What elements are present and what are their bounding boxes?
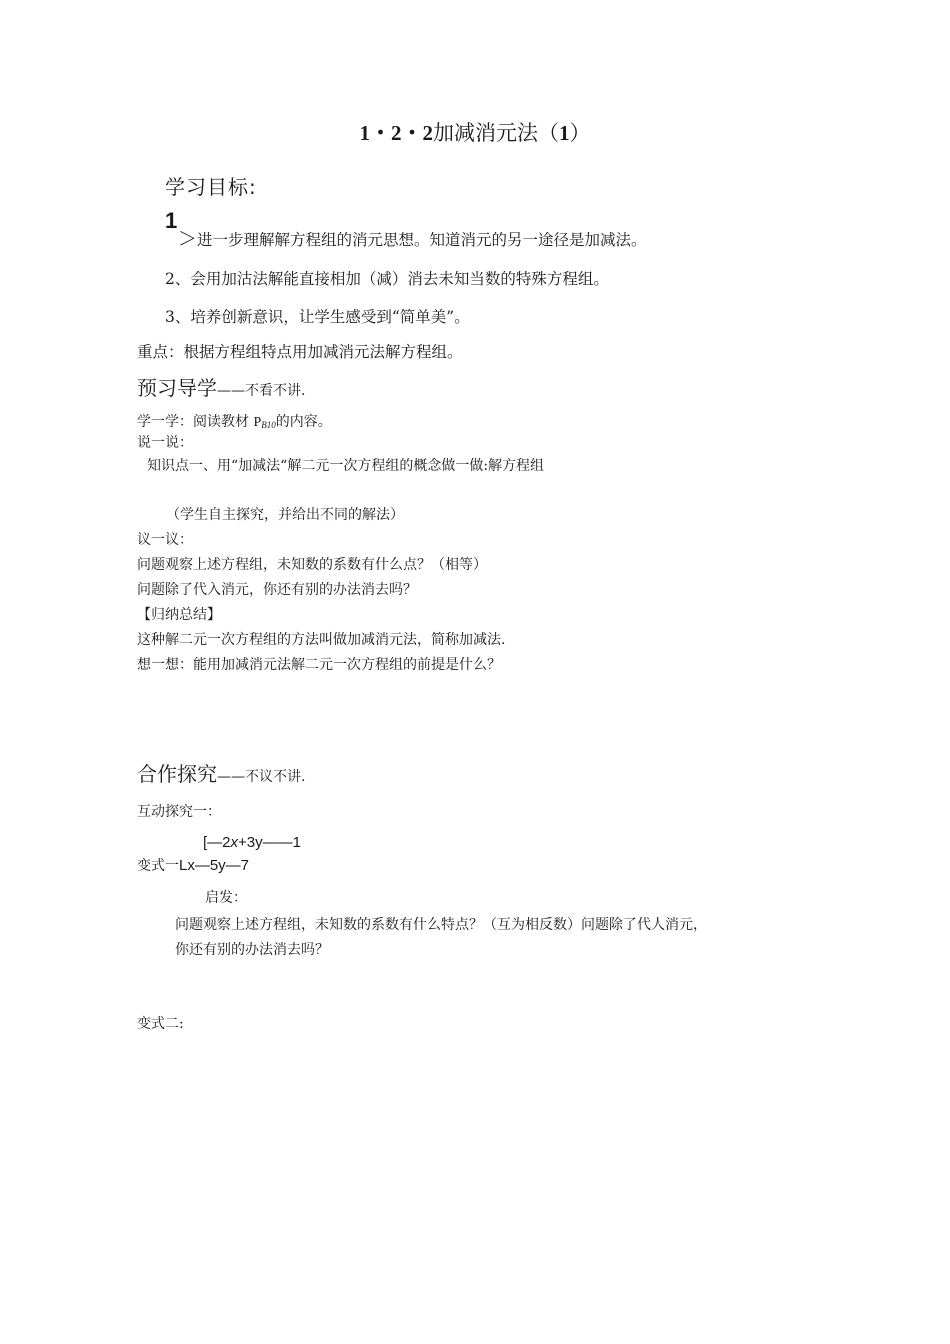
study-prefix: 学一学：阅读教材 <box>137 414 249 430</box>
study-suffix: 的内容。 <box>275 414 332 430</box>
preview-heading-text: 预习导学 <box>137 376 217 400</box>
equation-line-1-a: [—2 <box>203 834 231 851</box>
equation-line-1 <box>203 833 301 853</box>
summary-label: 【归纳总结】 <box>137 607 221 623</box>
study-line <box>137 412 332 435</box>
title-close: ） <box>569 121 591 145</box>
objective-1 <box>178 229 647 250</box>
objective-2: 2、会用加沽法解能直接相加（减）消去未知当数的特殊方程组。 <box>165 270 609 288</box>
equation-line-2: Lx—5y—7 <box>179 857 250 874</box>
preview-subheading: ——不看不讲. <box>217 383 306 399</box>
objective-1-separator: ＞ <box>178 228 198 250</box>
interact-label: 互动探究一： <box>137 804 221 820</box>
title-text: 加减消元法（ <box>433 121 559 145</box>
variant-1-label: 变式一 <box>137 858 179 874</box>
hint-label: 启发： <box>205 890 247 906</box>
variant-2-label: 变式二: <box>137 1016 184 1032</box>
explore-note: （学生自主探究，并给出不同的解法） <box>166 507 404 523</box>
coop-heading-text: 合作探究 <box>137 762 217 786</box>
title-number: 1・2・2 <box>359 121 433 145</box>
title-paren-number: 1 <box>559 121 570 145</box>
think-question: 想一想：能用加减消元法解二元一次方程组的前提是什么？ <box>137 657 501 673</box>
summary-text: 这种解二元一次方程组的方法叫做加减消元法，简称加减法. <box>137 632 506 648</box>
question-1: 问题观察上述方程组，未知数的系数有什么点？（相等） <box>137 557 487 573</box>
question-2: 问题除了代入消元，你还有别的办法消去吗？ <box>137 582 417 598</box>
objectives-heading: 学习目标: <box>165 175 257 199</box>
study-page-letter: P <box>253 415 262 430</box>
objective-1-text: 进一步理解解方程组的消元思想。知道消元的另一途径是加减法。 <box>197 231 647 249</box>
objective-3: 3、培养创新意识，让学生感受到“简单美”。 <box>165 308 470 326</box>
coop-subheading: ——不议不讲. <box>217 769 306 785</box>
hint-line-2: 你还有别的办法消去吗？ <box>175 942 329 958</box>
objective-1-number: 1 <box>165 208 178 233</box>
variant-1 <box>137 855 249 876</box>
discuss-label: 议一议： <box>137 532 193 548</box>
say-label: 说一说： <box>137 435 193 451</box>
equation-line-1-b: +3y——1 <box>238 834 301 851</box>
study-page <box>253 415 275 430</box>
preview-heading <box>137 374 305 405</box>
page-title <box>0 118 950 148</box>
coop-heading <box>137 760 305 791</box>
study-page-sub: B10 <box>261 420 276 430</box>
key-point: 重点：根据方程组特点用加减消元法解方程组。 <box>137 343 463 361</box>
knowledge-point: 知识点一、用“加减法“解二元一次方程组的概念做一做:解方程组 <box>147 458 545 474</box>
equation-line-1-x: x <box>230 834 239 851</box>
hint-line-1: 问题观察上述方程组，未知数的系数有什么特点？（互为相反数）问题除了代人消元， <box>175 917 707 933</box>
